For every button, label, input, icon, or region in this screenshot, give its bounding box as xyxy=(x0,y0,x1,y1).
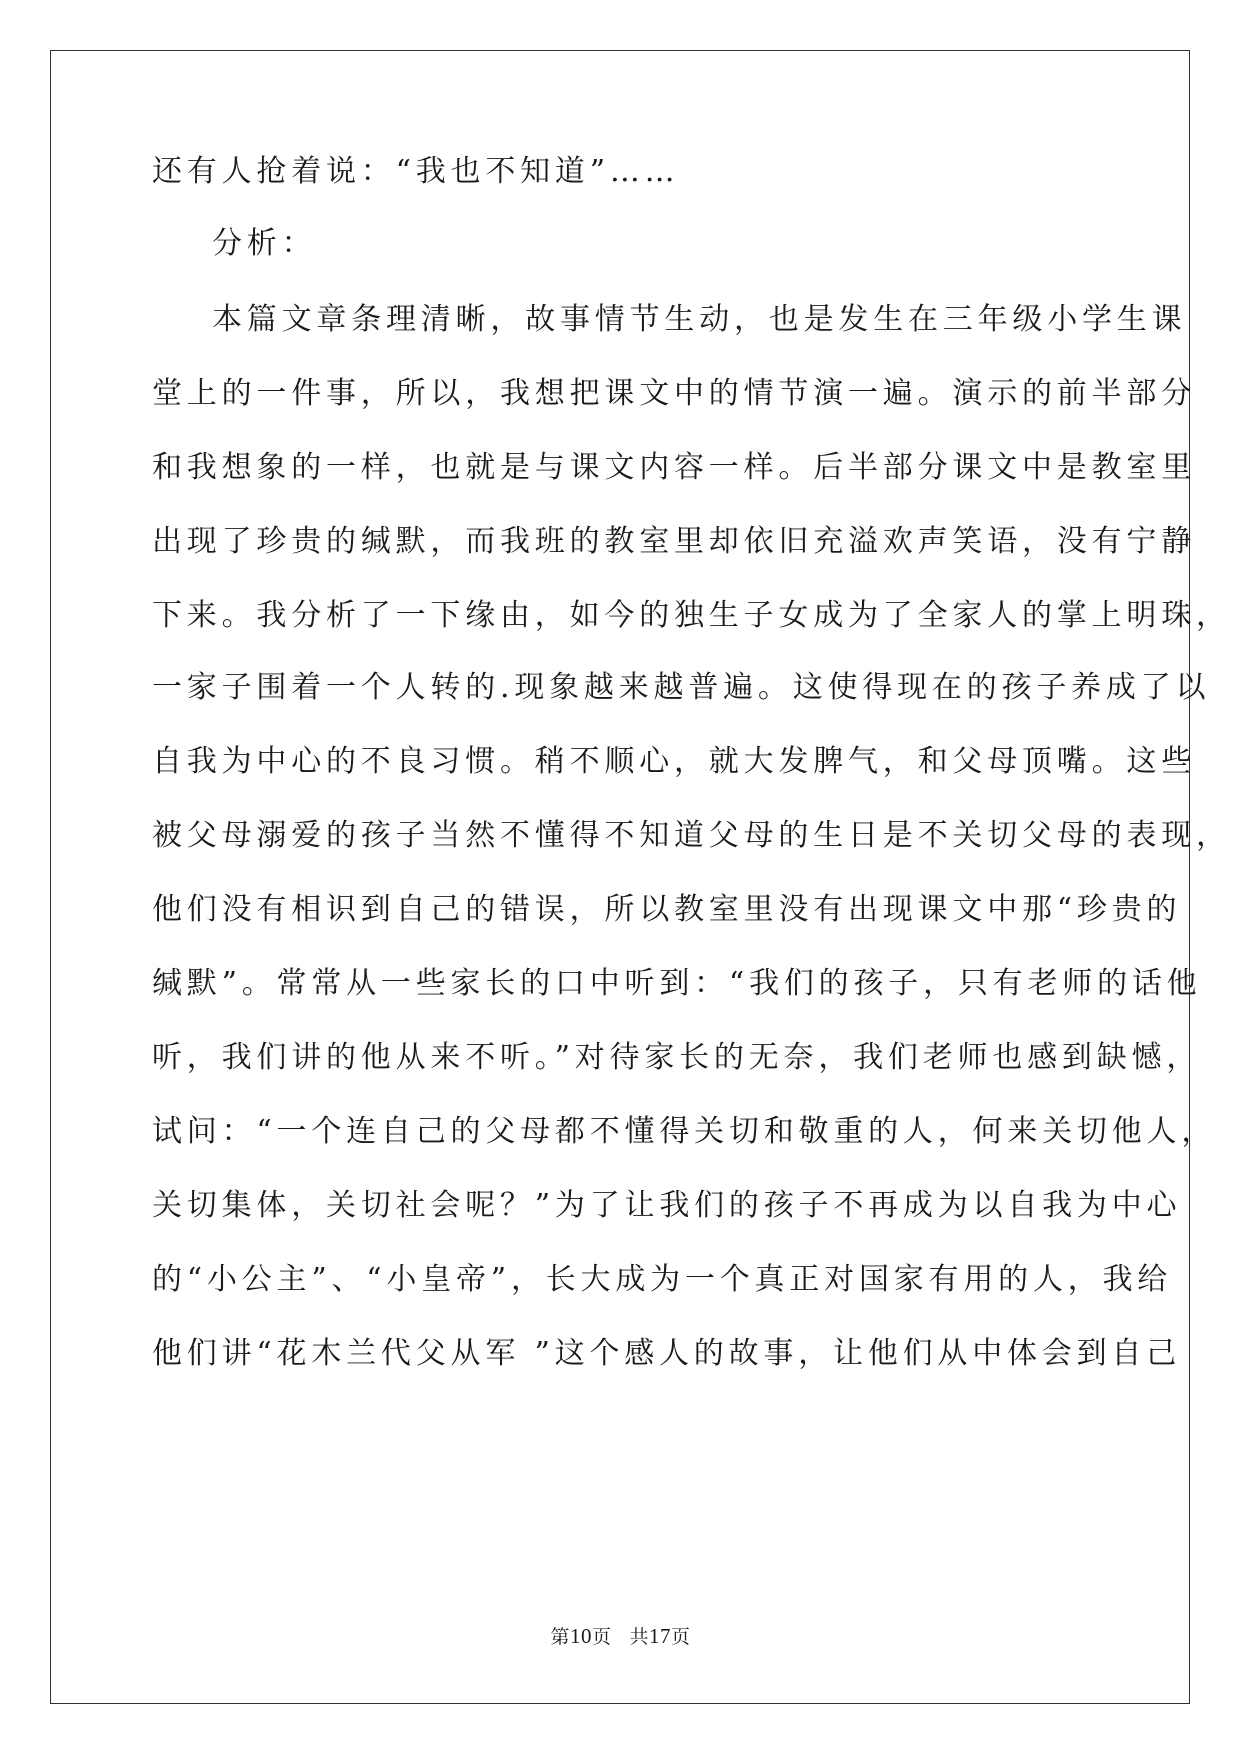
page-prefix: 第 xyxy=(550,1626,570,1648)
page-current: 10 xyxy=(569,1624,592,1648)
text-line: 试问：“一个连自己的父母都不懂得关切和敬重的人，何来关切他人， xyxy=(152,1114,1217,1149)
text-line: 他们没有相识到自己的错误，所以教室里没有出现课文中那“珍贵的 xyxy=(152,892,1182,927)
text-line: 的“小公主”、“小皇帝”，长大成为一个真正对国家有用的人，我给 xyxy=(152,1262,1173,1297)
text-line: 出现了珍贵的缄默，而我班的教室里却依旧充溢欢声笑语，没有宁静 xyxy=(152,524,1196,559)
text-line: 缄默”。常常从一些家长的口中听到：“我们的孩子，只有老师的话他 xyxy=(152,966,1202,1001)
page-footer xyxy=(0,1624,1241,1649)
text-line: 被父母溺爱的孩子当然不懂得不知道父母的生日是不关切父母的表现， xyxy=(152,818,1231,853)
text-line: 还有人抢着说：“我也不知道”…… xyxy=(152,154,680,189)
text-line: 和我想象的一样，也就是与课文内容一样。后半部分课文中是教室里 xyxy=(152,450,1196,485)
page-total: 17 xyxy=(649,1624,672,1648)
text-line: 自我为中心的不良习惯。稍不顺心，就大发脾气，和父母顶嘴。这些 xyxy=(152,744,1196,779)
text-line: 一家子围着一个人转的.现象越来越普遍。这使得现在的孩子养成了以 xyxy=(152,670,1211,705)
text-line: 堂上的一件事，所以，我想把课文中的情节演一遍。演示的前半部分 xyxy=(152,376,1196,411)
page-suffix: 页 xyxy=(591,1626,612,1648)
text-line: 他们讲“花木兰代父从军 ”这个感人的故事，让他们从中体会到自己 xyxy=(152,1336,1182,1371)
text-line: 分析： xyxy=(212,226,317,261)
text-line: 下来。我分析了一下缘由，如今的独生子女成为了全家人的掌上明珠， xyxy=(152,598,1231,633)
total-suffix: 页 xyxy=(671,1626,691,1648)
text-line: 本篇文章条理清晰，故事情节生动，也是发生在三年级小学生课 xyxy=(212,302,1187,337)
text-line: 听，我们讲的他从来不听。”对待家长的无奈，我们老师也感到缺憾， xyxy=(152,1040,1202,1075)
page-border xyxy=(50,50,1190,1704)
total-prefix: 共 xyxy=(629,1626,650,1648)
text-line: 关切集体，关切社会呢？”为了让我们的孩子不再成为以自我为中心 xyxy=(152,1188,1182,1223)
